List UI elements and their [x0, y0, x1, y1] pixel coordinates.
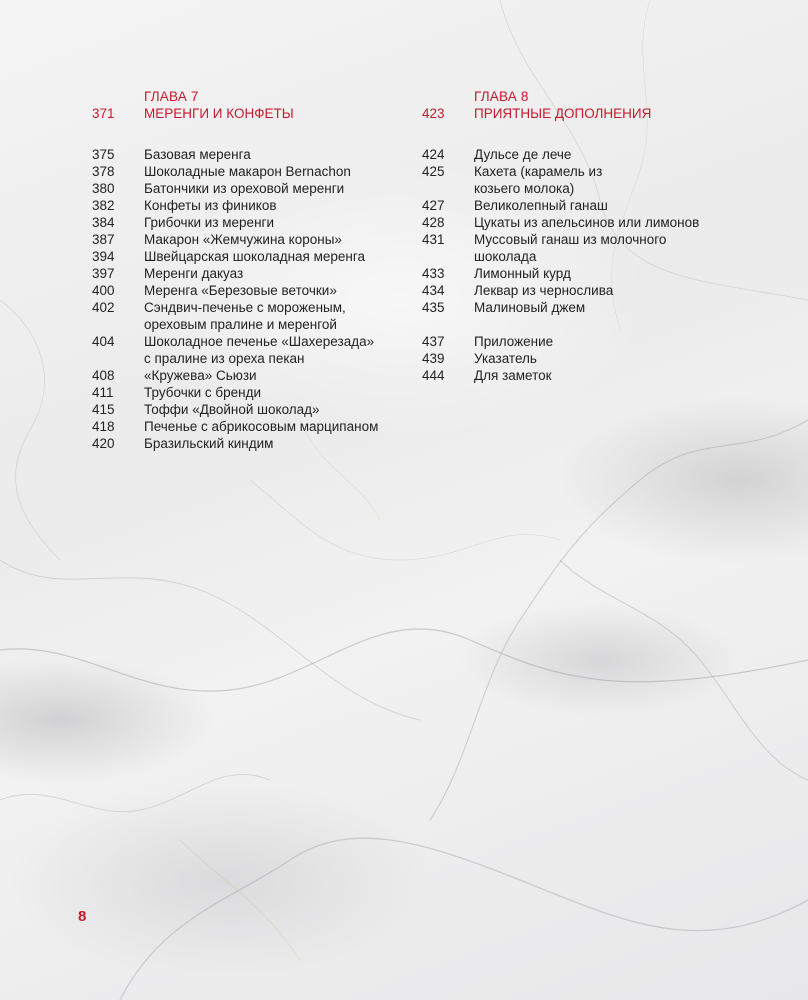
toc-entry[interactable]: [92, 180, 412, 197]
entry-title: Тоффи «Двойной шоколад»: [144, 402, 320, 417]
entry-page-number: 415: [92, 402, 115, 417]
entry-title: Приложение: [474, 334, 554, 349]
toc-entry[interactable]: [92, 248, 412, 265]
entry-title: «Кружева» Сьюзи: [144, 368, 257, 383]
entry-title: Конфеты из фиников: [144, 198, 277, 213]
chapter-label: ГЛАВА 7: [144, 89, 199, 104]
toc-entry[interactable]: [422, 299, 752, 316]
entry-page-number: 382: [92, 198, 115, 213]
toc-entry[interactable]: [92, 435, 412, 452]
entry-title: Меренга «Березовые веточки»: [144, 283, 337, 298]
toc-entry[interactable]: [92, 350, 412, 367]
toc-entry[interactable]: [422, 146, 752, 163]
toc-entry[interactable]: [92, 265, 412, 282]
toc-entry[interactable]: [422, 367, 752, 384]
entry-title: ореховым пралине и меренгой: [144, 317, 337, 332]
toc-entry[interactable]: [422, 248, 752, 265]
entry-title: Грибочки из меренги: [144, 215, 274, 230]
toc-entry[interactable]: [92, 401, 412, 418]
chapter-page-number: 371: [92, 106, 115, 121]
entry-title: Макарон «Жемчужина короны»: [144, 232, 342, 247]
toc-entry[interactable]: [422, 231, 752, 248]
toc-entry[interactable]: [92, 367, 412, 384]
chapter-title: ПРИЯТНЫЕ ДОПОЛНЕНИЯ: [474, 106, 652, 121]
chapter-page-number: 423: [422, 106, 445, 121]
entry-title: Меренги дакуаз: [144, 266, 244, 281]
toc-entry[interactable]: [92, 316, 412, 333]
toc-column-chapter-8: [422, 88, 752, 384]
entry-page-number: 378: [92, 164, 115, 179]
toc-appendix-entries: [422, 333, 752, 384]
entry-page-number: 433: [422, 266, 445, 281]
entry-page-number: 437: [422, 334, 445, 349]
entry-title: Великолепный ганаш: [474, 198, 608, 213]
entry-page-number: 400: [92, 283, 115, 298]
entry-title: Цукаты из апельсинов или лимонов: [474, 215, 700, 230]
entry-title: Дульсе де лече: [474, 147, 572, 162]
chapter-heading[interactable]: [92, 105, 412, 122]
toc-entry[interactable]: [422, 333, 752, 350]
toc-entry[interactable]: [92, 146, 412, 163]
entry-title: Муссовый ганаш из молочного: [474, 232, 667, 247]
toc-entries-left: [92, 146, 412, 452]
page-number: 8: [78, 908, 87, 925]
entry-title: Сэндвич-печенье с мороженым,: [144, 300, 346, 315]
toc-entry[interactable]: [92, 231, 412, 248]
toc-entry[interactable]: [92, 299, 412, 316]
entry-title: Указатель: [474, 351, 537, 366]
entry-page-number: 420: [92, 436, 115, 451]
toc-entry[interactable]: [92, 384, 412, 401]
entry-page-number: 435: [422, 300, 445, 315]
toc-entry[interactable]: [422, 350, 752, 367]
entry-page-number: 404: [92, 334, 115, 349]
toc-entry[interactable]: [422, 282, 752, 299]
entry-title: Батончики из ореховой меренги: [144, 181, 345, 196]
entry-page-number: 387: [92, 232, 115, 247]
entry-page-number: 425: [422, 164, 445, 179]
chapter-title: МЕРЕНГИ И КОНФЕТЫ: [144, 106, 294, 121]
entry-page-number: 380: [92, 181, 115, 196]
toc-entry[interactable]: [92, 214, 412, 231]
entry-title: Бразильский киндим: [144, 436, 274, 451]
entry-title: Для заметок: [474, 368, 552, 383]
chapter-label: ГЛАВА 8: [474, 89, 529, 104]
entry-page-number: 434: [422, 283, 445, 298]
toc-entry[interactable]: [422, 265, 752, 282]
toc-entry[interactable]: [92, 197, 412, 214]
entry-title: Леквар из чернослива: [474, 283, 614, 298]
entry-title: Швейцарская шоколадная меренга: [144, 249, 366, 264]
entry-page-number: 424: [422, 147, 445, 162]
entry-title: Кахета (карамель из: [474, 164, 603, 179]
toc-entry[interactable]: [92, 333, 412, 350]
chapter-heading[interactable]: [422, 105, 752, 122]
entry-title: Шоколадные макарон Bernachon: [144, 164, 351, 179]
toc-entry[interactable]: [422, 197, 752, 214]
entry-page-number: 439: [422, 351, 445, 366]
entry-page-number: [92, 316, 144, 333]
entry-page-number: 408: [92, 368, 115, 383]
entry-page-number: 394: [92, 249, 115, 264]
entry-page-number: 427: [422, 198, 445, 213]
entry-page-number: 444: [422, 368, 445, 383]
entry-title: Малиновый джем: [474, 300, 586, 315]
entry-title: Базовая меренга: [144, 147, 251, 162]
toc-entry[interactable]: [422, 214, 752, 231]
entry-title: Шоколадное печенье «Шахерезада»: [144, 334, 375, 349]
entry-title: Трубочки с бренди: [144, 385, 262, 400]
entry-page-number: 384: [92, 215, 115, 230]
toc-entry[interactable]: [92, 163, 412, 180]
entry-page-number: 431: [422, 232, 445, 247]
entry-page-number: 418: [92, 419, 115, 434]
entry-title: Лимонный курд: [474, 266, 571, 281]
entry-page-number: 428: [422, 215, 445, 230]
toc-entries-right: [422, 146, 752, 316]
entry-page-number: [92, 350, 144, 367]
entry-page-number: 397: [92, 266, 115, 281]
entry-title: с пралине из ореха пекан: [144, 351, 305, 366]
entry-page-number: 375: [92, 147, 115, 162]
entry-title: Печенье с абрикосовым марципаном: [144, 419, 379, 434]
toc-entry[interactable]: [422, 180, 752, 197]
entry-page-number: 402: [92, 300, 115, 315]
toc-column-chapter-7: [92, 88, 412, 452]
entry-page-number: [422, 248, 474, 265]
toc-entry[interactable]: [92, 418, 412, 435]
entry-page-number: 411: [92, 385, 114, 400]
toc-entry[interactable]: [422, 163, 752, 180]
entry-page-number: [422, 180, 474, 197]
spacer: [422, 316, 752, 333]
entry-title: шоколада: [474, 249, 537, 264]
entry-title: козьего молока): [474, 181, 575, 196]
toc-entry[interactable]: [92, 282, 412, 299]
